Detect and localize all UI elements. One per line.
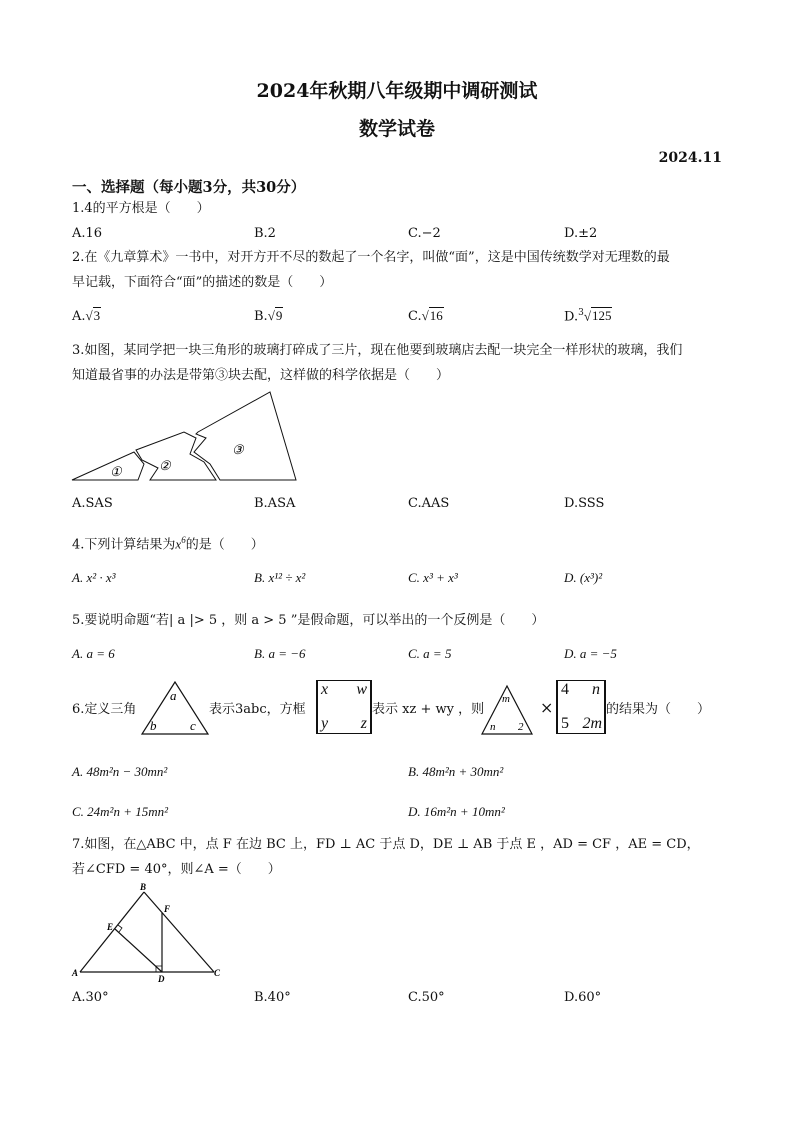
q5-option-b: B. a = −6: [254, 646, 306, 661]
q6-times-sign: ×: [540, 698, 554, 717]
svg-text:n: n: [490, 721, 496, 733]
q6-stem-mid2: 表示 xz + wy ，则: [372, 702, 485, 717]
section-heading: 一、选择题（每小题3分，共30分）: [72, 179, 306, 196]
q6-triangle-definition: [140, 680, 210, 736]
q7-option-b: B.40°: [254, 990, 291, 1005]
piece-1-label: ①: [110, 464, 122, 479]
q6-option-c: C. 24m²n + 15mn²: [72, 804, 169, 819]
q4-option-d: D. (x³)²: [564, 570, 603, 585]
q4-stem: 4.下列计算结果为$x^6$的是（ ）: [72, 535, 264, 553]
q2-stem-line2: 早记载，下面符合“面”的描述的数是（ ）: [72, 275, 333, 290]
q7-triangle-figure: [72, 882, 222, 984]
glass-piece-1: [72, 452, 144, 480]
q4-option-a: A. x² · x³: [72, 570, 116, 585]
svg-text:E: E: [107, 922, 114, 932]
q2-stem-line1: 2.在《九章算术》一书中，对开方开不尽的数起了一个名字，叫做“面”，这是中国传统数学对无理数的最: [72, 250, 670, 265]
page-subtitle: 数学试卷: [358, 118, 435, 140]
q3-option-d: D.SSS: [564, 496, 605, 511]
svg-text:b: b: [150, 718, 157, 733]
q2-option-d: D.$^3$√125: [564, 308, 612, 325]
q6-option-a: A. 48m²n − 30mn²: [72, 764, 168, 779]
q6-stem-mid1: 表示3abc，方框: [209, 702, 306, 717]
q4-option-b: B. x¹² ÷ x²: [254, 570, 306, 585]
q6-stem-pre: 6.定义三角: [72, 702, 137, 717]
glass-piece-3: [194, 392, 296, 480]
q5-option-c: C. a = 5: [408, 646, 452, 661]
q1-stem: 1.4的平方根是（ ）: [72, 201, 210, 216]
svg-text:A: A: [72, 968, 79, 978]
q6-box-operand: 4 n 5 2m: [556, 680, 606, 734]
q2-option-a: A.√3: [72, 308, 101, 324]
q3-stem-line2: 知道最省事的办法是带第③块去配，这样做的科学依据是（ ）: [72, 368, 450, 383]
q5-option-a: A. a = 6: [72, 646, 115, 661]
q3-option-a: A.SAS: [72, 496, 113, 511]
svg-text:c: c: [190, 718, 196, 733]
q7-option-a: A.30°: [72, 990, 109, 1005]
q3-option-b: B.ASA: [254, 496, 296, 511]
q6-option-d: D. 16m²n + 10mn²: [408, 804, 505, 819]
q1-option-a: A.16: [72, 226, 103, 241]
q1-option-c: C.−2: [408, 226, 441, 241]
svg-text:a: a: [170, 688, 177, 703]
q6-option-b: B. 48m²n + 30mn²: [408, 764, 504, 779]
svg-text:2: 2: [518, 721, 524, 733]
broken-triangle-figure: [72, 388, 302, 484]
svg-text:B: B: [140, 882, 147, 892]
q2-option-c: C.√16: [408, 308, 443, 324]
svg-text:F: F: [164, 904, 171, 914]
q7-stem-line2: 若∠CFD = 40°，则∠A =（ ）: [72, 862, 281, 877]
q1-option-b: B.2: [254, 226, 276, 241]
q7-stem-line1: 7.如图，在△ABC 中，点 F 在边 BC 上，FD ⊥ AC 于点 D，DE ⊥ AB 于点 E ，AD = CF ，AE = CD，: [72, 837, 700, 852]
svg-text:D: D: [158, 974, 165, 984]
exam-date: 2024.11: [658, 150, 722, 166]
q3-stem-line1: 3.如图，某同学把一块三角形的玻璃打碎成了三片，现在他要到玻璃店去配一块完全一样形状的玻璃，我们: [72, 343, 683, 358]
svg-text:m: m: [502, 693, 510, 705]
q7-option-d: D.60°: [564, 990, 602, 1005]
q4-option-c: C. x³ + x³: [408, 570, 458, 585]
piece-2-label: ②: [159, 458, 171, 473]
q6-stem-post: 的结果为（ ）: [606, 702, 711, 717]
q6-box-definition: x w y z: [316, 680, 372, 734]
q3-option-c: C.AAS: [408, 496, 450, 511]
q7-option-c: C.50°: [408, 990, 445, 1005]
q2-option-b: B.√9: [254, 308, 283, 324]
q5-option-d: D. a = −5: [564, 646, 617, 661]
q1-option-d: D.±2: [564, 226, 598, 241]
q6-triangle-operand: [480, 684, 534, 736]
svg-text:C: C: [214, 968, 221, 978]
piece-3-label: ③: [232, 442, 244, 457]
glass-piece-2: [136, 432, 216, 480]
page-title: 2024年秋期八年级期中调研测试: [256, 80, 538, 102]
q5-stem: 5.要说明命题“若| a |> 5 ，则 a > 5 ”是假命题，可以举出的一个反例是（ ）: [72, 613, 545, 628]
